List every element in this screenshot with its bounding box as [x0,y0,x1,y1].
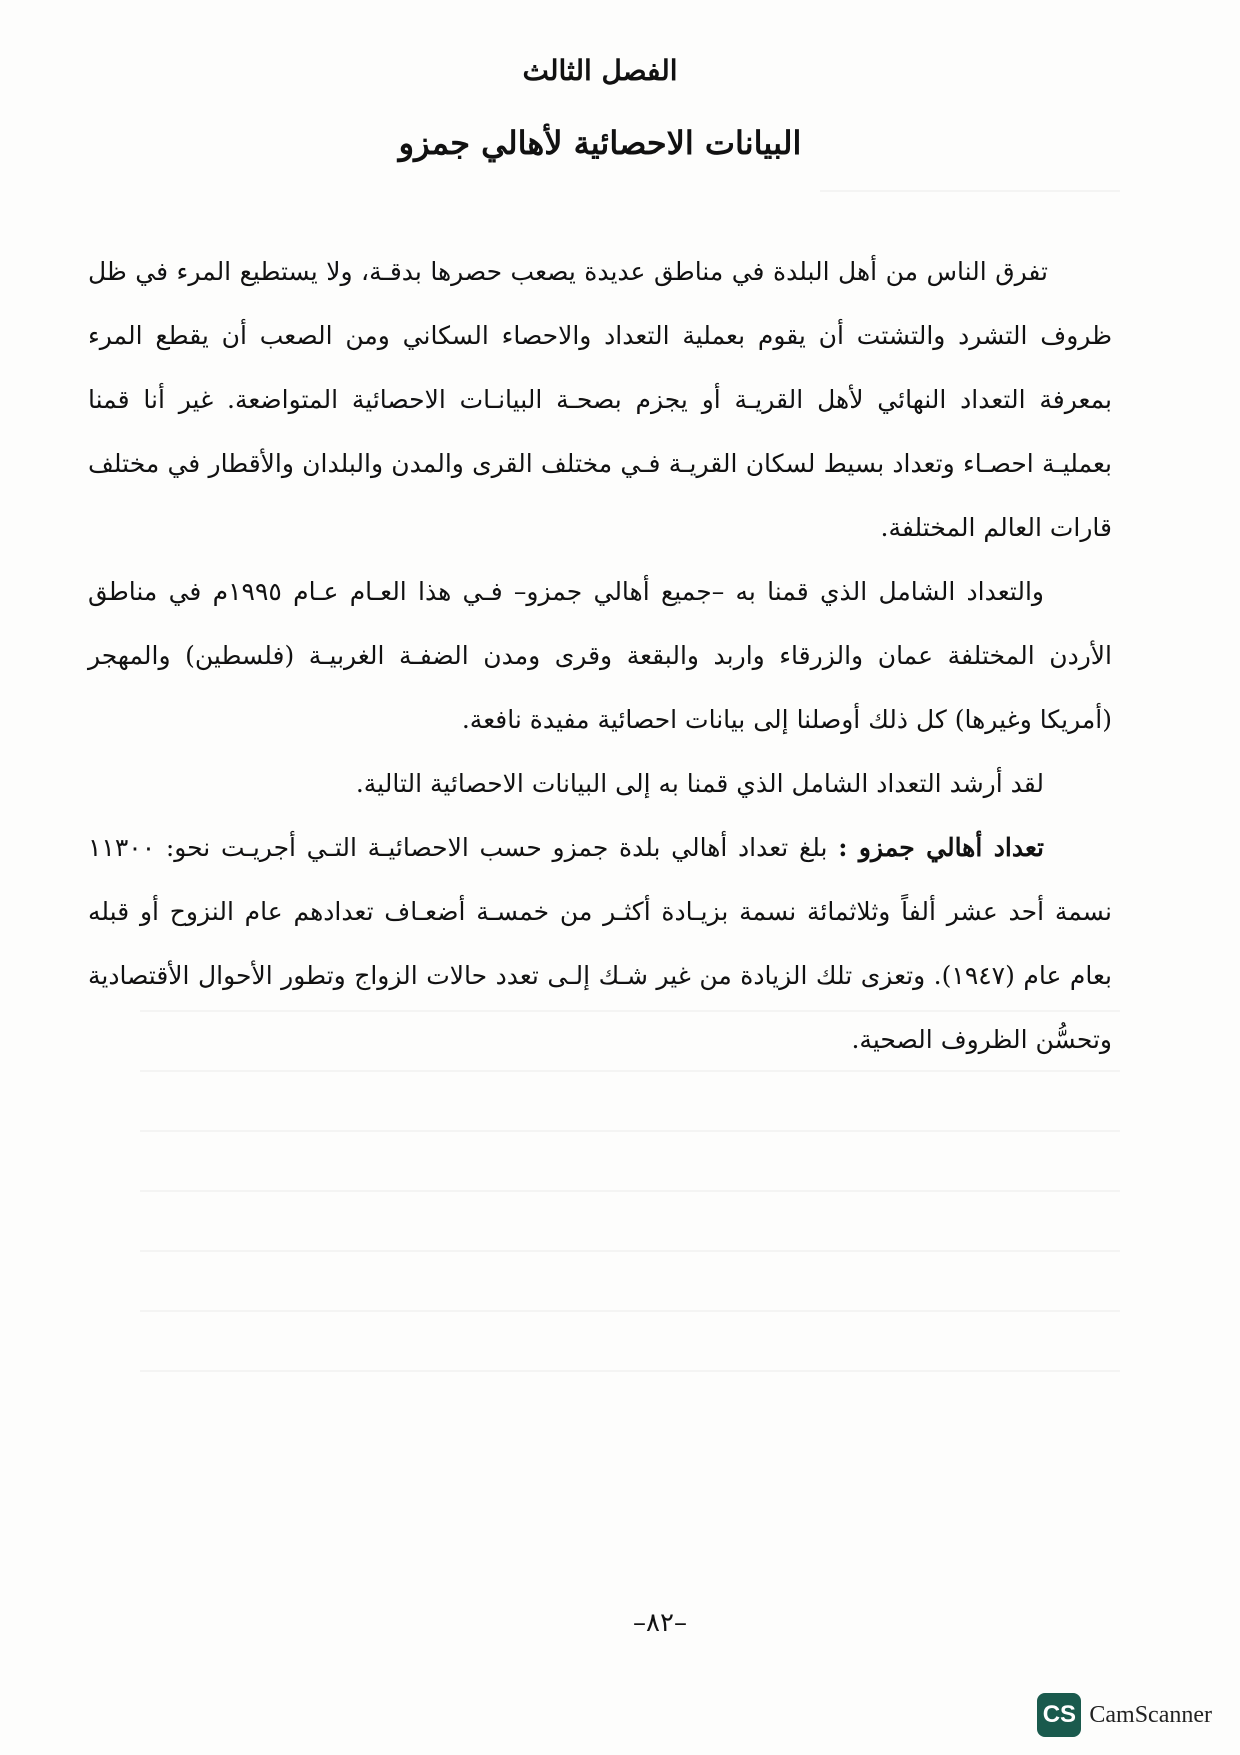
main-title: البيانات الاحصائية لأهالي جمزو [398,124,802,162]
body-text [88,240,1112,1072]
scan-artifact-line [140,1370,1120,1372]
scan-artifact-line [140,1310,1120,1312]
paragraph-population [88,816,1112,1072]
paragraph-results-intro: لقد أرشد التعداد الشامل الذي قمنا به إلى البيانات الاحصائية التالية. [355,769,1044,798]
population-lead-heading: تعداد أهالي جمزو : [838,833,1044,862]
title-block [0,48,1240,166]
camscanner-brand-text: CamScanner [1089,1701,1212,1728]
scan-artifact-line [140,1130,1120,1132]
camscanner-watermark [1037,1693,1212,1737]
page-number: –٨٢– [633,1608,687,1638]
scan-artifact-line [140,1250,1120,1252]
paragraph-census: والتعداد الشامل الذي قمنا به –جميع أهالي جمزو– فـي هذا العـام عـام ١٩٩٥م في مناطق الأردن المختلفة عمان والزرقاء واربد والبقعة وقرى ومدن الضفـة الغربيـة (فلسطين) والمهجر (أمريكا وغيرها) كل ذلك أوصلنا إلى بيانات احصائية مفيدة نافعة. [88,577,1112,734]
chapter-title: الفصل الثالث [522,54,678,87]
population-text: بلغ تعداد أهالي بلدة جمزو حسب الاحصائيـة التـي أجريـت نحو: ١١٣٠٠ نسمة أحد عشر ألفاً وثلاثمائة نسمة بزيـادة أكثـر من خمسـة أضعـاف تعدادهم عام النزوح أو قبله بعام عام (١٩٤٧). وتعزى تلك الزيادة من غير شـك إلـى تعدد حالات الزواج وتطور الأحوال الأقتصادية وتحسُّن الظروف الصحية. [88,833,1112,1054]
scan-artifact-line [820,190,1120,192]
scan-artifact-line [140,1190,1120,1192]
camscanner-logo-icon: CS [1037,1693,1081,1737]
paragraph-intro: تفرق الناس من أهل البلدة في مناطق عديدة يصعب حصرها بدقـة، ولا يستطيع المرء في ظل ظروف التشرد والتشتت أن يقوم بعملية التعداد والاحصاء السكاني ومن الصعب أن يقطع المرء بمعرفة التعداد النهائي لأهل القريـة أو يجزم بصحـة البيانـات الاحصائية المتواضعة. غير أنا قمنا بعمليـة احصـاء وتعداد بسيط لسكان القريـة فـي مختلف القرى والمدن والبلدان والأقطار في مختلف قارات العالم المختلفة. [88,257,1112,542]
